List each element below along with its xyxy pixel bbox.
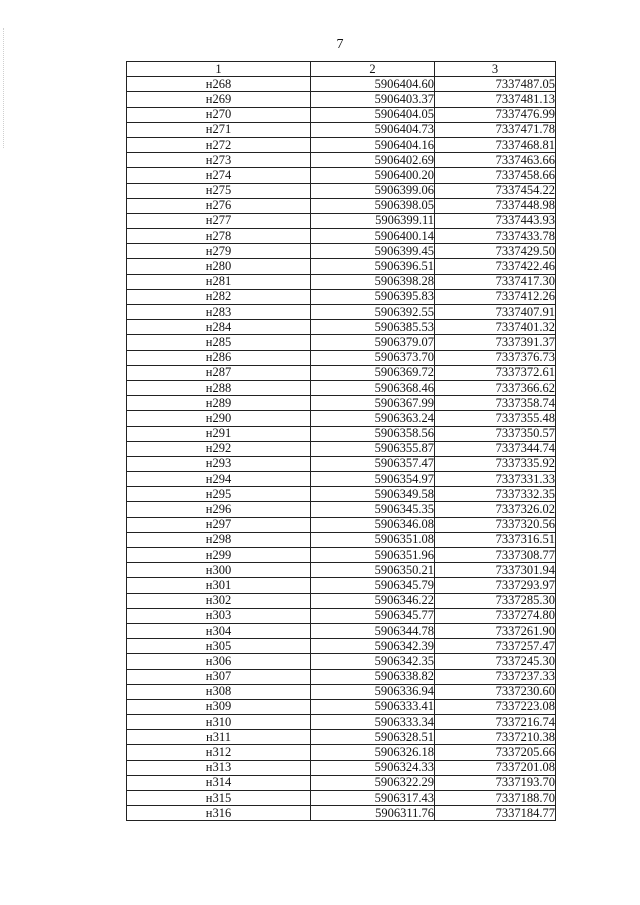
y-coordinate-cell: 7337184.77 <box>435 806 556 821</box>
table-row <box>127 153 556 168</box>
point-name-cell: н303 <box>127 608 311 623</box>
y-coordinate-cell: 7337429.50 <box>435 244 556 259</box>
point-name-cell: н288 <box>127 380 311 395</box>
point-name-cell: н294 <box>127 472 311 487</box>
table-row <box>127 92 556 107</box>
point-name-cell: н314 <box>127 775 311 790</box>
table-row <box>127 274 556 289</box>
point-name-cell: н277 <box>127 213 311 228</box>
x-coordinate-cell: 5906404.16 <box>311 137 435 152</box>
x-coordinate-cell: 5906345.77 <box>311 608 435 623</box>
point-name-cell: н292 <box>127 441 311 456</box>
y-coordinate-cell: 7337331.33 <box>435 472 556 487</box>
y-coordinate-cell: 7337237.33 <box>435 669 556 684</box>
table-row <box>127 426 556 441</box>
y-coordinate-cell: 7337458.66 <box>435 168 556 183</box>
table-row <box>127 806 556 821</box>
table-row <box>127 335 556 350</box>
y-coordinate-cell: 7337471.78 <box>435 122 556 137</box>
table-row <box>127 289 556 304</box>
y-coordinate-cell: 7337308.77 <box>435 548 556 563</box>
table-row <box>127 669 556 684</box>
y-coordinate-cell: 7337335.92 <box>435 456 556 471</box>
table-row <box>127 183 556 198</box>
table-row <box>127 563 556 578</box>
y-coordinate-cell: 7337366.62 <box>435 380 556 395</box>
table-row <box>127 517 556 532</box>
x-coordinate-cell: 5906404.60 <box>311 77 435 92</box>
table-row <box>127 699 556 714</box>
column-header-x: 2 <box>311 62 435 77</box>
x-coordinate-cell: 5906346.22 <box>311 593 435 608</box>
y-coordinate-cell: 7337320.56 <box>435 517 556 532</box>
x-coordinate-cell: 5906399.11 <box>311 213 435 228</box>
table-row <box>127 411 556 426</box>
x-coordinate-cell: 5906317.43 <box>311 791 435 806</box>
point-name-cell: н278 <box>127 229 311 244</box>
x-coordinate-cell: 5906342.39 <box>311 639 435 654</box>
point-name-cell: н291 <box>127 426 311 441</box>
point-name-cell: н307 <box>127 669 311 684</box>
point-name-cell: н276 <box>127 198 311 213</box>
x-coordinate-cell: 5906402.69 <box>311 153 435 168</box>
x-coordinate-cell: 5906342.35 <box>311 654 435 669</box>
point-name-cell: н280 <box>127 259 311 274</box>
y-coordinate-cell: 7337358.74 <box>435 396 556 411</box>
x-coordinate-cell: 5906355.87 <box>311 441 435 456</box>
x-coordinate-cell: 5906338.82 <box>311 669 435 684</box>
x-coordinate-cell: 5906336.94 <box>311 684 435 699</box>
x-coordinate-cell: 5906398.05 <box>311 198 435 213</box>
x-coordinate-cell: 5906398.28 <box>311 274 435 289</box>
x-coordinate-cell: 5906379.07 <box>311 335 435 350</box>
y-coordinate-cell: 7337407.91 <box>435 305 556 320</box>
point-name-cell: н306 <box>127 654 311 669</box>
x-coordinate-cell: 5906311.76 <box>311 806 435 821</box>
point-name-cell: н273 <box>127 153 311 168</box>
x-coordinate-cell: 5906324.33 <box>311 760 435 775</box>
table-row <box>127 229 556 244</box>
point-name-cell: н274 <box>127 168 311 183</box>
x-coordinate-cell: 5906326.18 <box>311 745 435 760</box>
point-name-cell: н305 <box>127 639 311 654</box>
point-name-cell: н271 <box>127 122 311 137</box>
y-coordinate-cell: 7337443.93 <box>435 213 556 228</box>
table-row <box>127 775 556 790</box>
table-row <box>127 259 556 274</box>
y-coordinate-cell: 7337332.35 <box>435 487 556 502</box>
x-coordinate-cell: 5906345.35 <box>311 502 435 517</box>
y-coordinate-cell: 7337391.37 <box>435 335 556 350</box>
point-name-cell: н281 <box>127 274 311 289</box>
table-row <box>127 502 556 517</box>
x-coordinate-cell: 5906363.24 <box>311 411 435 426</box>
point-name-cell: н270 <box>127 107 311 122</box>
table-header-row <box>127 62 556 77</box>
table-row <box>127 380 556 395</box>
table-row <box>127 593 556 608</box>
table-row <box>127 791 556 806</box>
point-name-cell: н284 <box>127 320 311 335</box>
y-coordinate-cell: 7337454.22 <box>435 183 556 198</box>
table-row <box>127 213 556 228</box>
y-coordinate-cell: 7337301.94 <box>435 563 556 578</box>
point-name-cell: н300 <box>127 563 311 578</box>
column-header-y: 3 <box>435 62 556 77</box>
table-row <box>127 305 556 320</box>
y-coordinate-cell: 7337355.48 <box>435 411 556 426</box>
point-name-cell: н295 <box>127 487 311 502</box>
table-row <box>127 441 556 456</box>
x-coordinate-cell: 5906385.53 <box>311 320 435 335</box>
y-coordinate-cell: 7337468.81 <box>435 137 556 152</box>
x-coordinate-cell: 5906346.08 <box>311 517 435 532</box>
x-coordinate-cell: 5906351.08 <box>311 532 435 547</box>
y-coordinate-cell: 7337463.66 <box>435 153 556 168</box>
point-name-cell: н311 <box>127 730 311 745</box>
point-name-cell: н269 <box>127 92 311 107</box>
x-coordinate-cell: 5906333.34 <box>311 715 435 730</box>
table-row <box>127 137 556 152</box>
point-name-cell: н287 <box>127 365 311 380</box>
y-coordinate-cell: 7337293.97 <box>435 578 556 593</box>
x-coordinate-cell: 5906351.96 <box>311 548 435 563</box>
point-name-cell: н298 <box>127 532 311 547</box>
page-number: 7 <box>336 37 344 52</box>
y-coordinate-cell: 7337223.08 <box>435 699 556 714</box>
y-coordinate-cell: 7337326.02 <box>435 502 556 517</box>
y-coordinate-cell: 7337205.66 <box>435 745 556 760</box>
y-coordinate-cell: 7337433.78 <box>435 229 556 244</box>
table-row <box>127 350 556 365</box>
point-name-cell: н290 <box>127 411 311 426</box>
table-row <box>127 715 556 730</box>
table-row <box>127 456 556 471</box>
y-coordinate-cell: 7337481.13 <box>435 92 556 107</box>
column-header-point: 1 <box>127 62 311 77</box>
point-name-cell: н285 <box>127 335 311 350</box>
point-name-cell: н268 <box>127 77 311 92</box>
table-row <box>127 578 556 593</box>
point-name-cell: н297 <box>127 517 311 532</box>
point-name-cell: н279 <box>127 244 311 259</box>
table-row <box>127 107 556 122</box>
y-coordinate-cell: 7337476.99 <box>435 107 556 122</box>
table-row <box>127 198 556 213</box>
y-coordinate-cell: 7337188.70 <box>435 791 556 806</box>
x-coordinate-cell: 5906350.21 <box>311 563 435 578</box>
point-name-cell: н299 <box>127 548 311 563</box>
point-name-cell: н310 <box>127 715 311 730</box>
point-name-cell: н308 <box>127 684 311 699</box>
table-row <box>127 730 556 745</box>
point-name-cell: н313 <box>127 760 311 775</box>
x-coordinate-cell: 5906400.14 <box>311 229 435 244</box>
x-coordinate-cell: 5906403.37 <box>311 92 435 107</box>
x-coordinate-cell: 5906392.55 <box>311 305 435 320</box>
y-coordinate-cell: 7337216.74 <box>435 715 556 730</box>
x-coordinate-cell: 5906358.56 <box>311 426 435 441</box>
y-coordinate-cell: 7337376.73 <box>435 350 556 365</box>
y-coordinate-cell: 7337316.51 <box>435 532 556 547</box>
table-row <box>127 745 556 760</box>
x-coordinate-cell: 5906399.06 <box>311 183 435 198</box>
x-coordinate-cell: 5906395.83 <box>311 289 435 304</box>
y-coordinate-cell: 7337448.98 <box>435 198 556 213</box>
table-row <box>127 77 556 92</box>
x-coordinate-cell: 5906404.73 <box>311 122 435 137</box>
point-name-cell: н272 <box>127 137 311 152</box>
y-coordinate-cell: 7337274.80 <box>435 608 556 623</box>
point-name-cell: н312 <box>127 745 311 760</box>
y-coordinate-cell: 7337230.60 <box>435 684 556 699</box>
x-coordinate-cell: 5906368.46 <box>311 380 435 395</box>
point-name-cell: н289 <box>127 396 311 411</box>
x-coordinate-cell: 5906367.99 <box>311 396 435 411</box>
x-coordinate-cell: 5906349.58 <box>311 487 435 502</box>
y-coordinate-cell: 7337422.46 <box>435 259 556 274</box>
y-coordinate-cell: 7337285.30 <box>435 593 556 608</box>
y-coordinate-cell: 7337261.90 <box>435 623 556 638</box>
table-row <box>127 608 556 623</box>
x-coordinate-cell: 5906399.45 <box>311 244 435 259</box>
y-coordinate-cell: 7337193.70 <box>435 775 556 790</box>
point-name-cell: н315 <box>127 791 311 806</box>
point-name-cell: н286 <box>127 350 311 365</box>
coordinates-table <box>126 61 556 821</box>
table-row <box>127 244 556 259</box>
point-name-cell: н301 <box>127 578 311 593</box>
x-coordinate-cell: 5906344.78 <box>311 623 435 638</box>
table-row <box>127 548 556 563</box>
x-coordinate-cell: 5906322.29 <box>311 775 435 790</box>
table-row <box>127 532 556 547</box>
point-name-cell: н293 <box>127 456 311 471</box>
y-coordinate-cell: 7337201.08 <box>435 760 556 775</box>
x-coordinate-cell: 5906396.51 <box>311 259 435 274</box>
table-row <box>127 654 556 669</box>
y-coordinate-cell: 7337417.30 <box>435 274 556 289</box>
table-row <box>127 320 556 335</box>
x-coordinate-cell: 5906345.79 <box>311 578 435 593</box>
point-name-cell: н302 <box>127 593 311 608</box>
x-coordinate-cell: 5906404.05 <box>311 107 435 122</box>
table-row <box>127 623 556 638</box>
point-name-cell: н309 <box>127 699 311 714</box>
y-coordinate-cell: 7337344.74 <box>435 441 556 456</box>
table-row <box>127 760 556 775</box>
table-row <box>127 365 556 380</box>
table-row <box>127 684 556 699</box>
table-row <box>127 122 556 137</box>
point-name-cell: н283 <box>127 305 311 320</box>
point-name-cell: н282 <box>127 289 311 304</box>
x-coordinate-cell: 5906333.41 <box>311 699 435 714</box>
x-coordinate-cell: 5906373.70 <box>311 350 435 365</box>
y-coordinate-cell: 7337245.30 <box>435 654 556 669</box>
y-coordinate-cell: 7337210.38 <box>435 730 556 745</box>
y-coordinate-cell: 7337401.32 <box>435 320 556 335</box>
x-coordinate-cell: 5906354.97 <box>311 472 435 487</box>
table-row <box>127 396 556 411</box>
y-coordinate-cell: 7337412.26 <box>435 289 556 304</box>
point-name-cell: н296 <box>127 502 311 517</box>
point-name-cell: н275 <box>127 183 311 198</box>
x-coordinate-cell: 5906400.20 <box>311 168 435 183</box>
y-coordinate-cell: 7337350.57 <box>435 426 556 441</box>
table-row <box>127 472 556 487</box>
x-coordinate-cell: 5906328.51 <box>311 730 435 745</box>
table-row <box>127 639 556 654</box>
y-coordinate-cell: 7337487.05 <box>435 77 556 92</box>
x-coordinate-cell: 5906369.72 <box>311 365 435 380</box>
x-coordinate-cell: 5906357.47 <box>311 456 435 471</box>
point-name-cell: н304 <box>127 623 311 638</box>
point-name-cell: н316 <box>127 806 311 821</box>
table-row <box>127 168 556 183</box>
table-row <box>127 487 556 502</box>
y-coordinate-cell: 7337257.47 <box>435 639 556 654</box>
y-coordinate-cell: 7337372.61 <box>435 365 556 380</box>
